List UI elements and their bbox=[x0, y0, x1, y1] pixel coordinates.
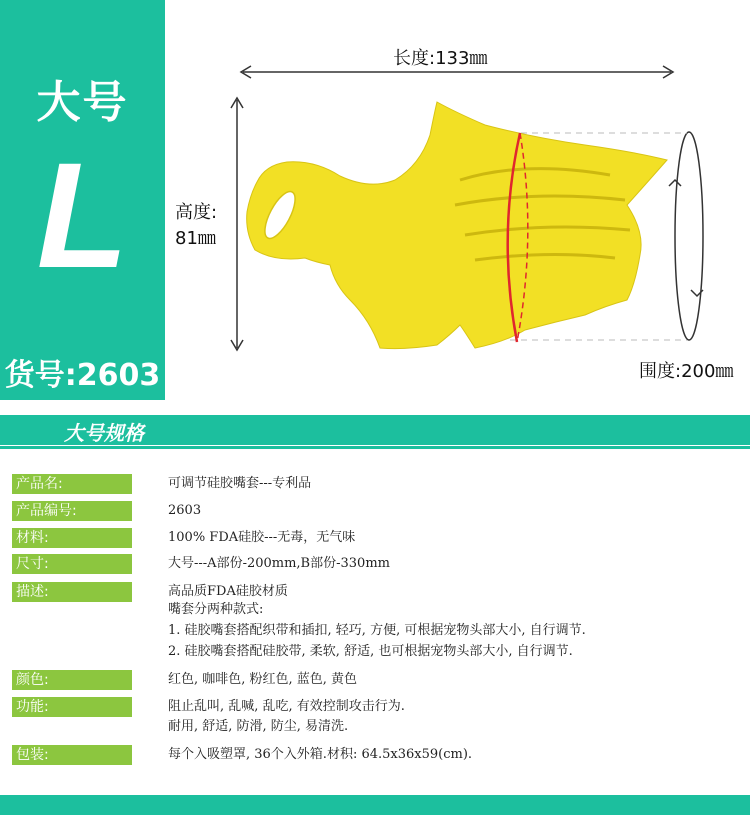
section-header bbox=[0, 415, 750, 445]
footer-bar bbox=[0, 795, 750, 815]
function-line: 阻止乱叫, 乱喊, 乱吃, 有效控制攻击行为. bbox=[168, 699, 405, 714]
description-line: 高品质FDA硅胶材质 bbox=[168, 584, 288, 599]
length-label: 长度:133㎜ bbox=[393, 48, 488, 69]
description-line: 嘴套分两种款式: bbox=[168, 602, 264, 617]
material-label: 材料: bbox=[12, 528, 132, 548]
name-label: 产品名: bbox=[12, 474, 132, 494]
muzzle-shape bbox=[247, 102, 667, 349]
size-name: 大号 bbox=[36, 77, 129, 128]
function-label: 功能: bbox=[12, 697, 132, 717]
packaging-value: 每个入吸塑罩, 36个入外箱.材积: 64.5x36x59(cm). bbox=[168, 747, 473, 762]
height-value: 81㎜ bbox=[175, 228, 216, 249]
sku-number: 货号:2603 bbox=[4, 358, 161, 393]
code-label: 产品编号: bbox=[12, 501, 132, 521]
color-label: 颜色: bbox=[12, 670, 132, 690]
name-value: 可调节硅胶嘴套---专利品 bbox=[168, 476, 312, 491]
color-value: 红色, 咖啡色, 粉红色, 蓝色, 黄色 bbox=[168, 672, 358, 687]
section-title: 大号规格 bbox=[64, 421, 144, 445]
function-line: 耐用, 舒适, 防滑, 防尘, 易清洗. bbox=[168, 719, 349, 734]
size-value: 大号---A部份-200mm,B部份-330mm bbox=[168, 556, 390, 571]
description-label: 描述: bbox=[12, 582, 132, 602]
code-value: 2603 bbox=[168, 503, 202, 518]
size-label: 尺寸: bbox=[12, 554, 132, 574]
packaging-label: 包装: bbox=[12, 745, 132, 765]
material-value: 100% FDA硅胶---无毒，无气味 bbox=[168, 530, 356, 545]
product-image-area bbox=[165, 0, 750, 400]
size-letter: L bbox=[36, 131, 129, 299]
description-line: 2. 硅胶嘴套搭配硅胶带, 柔软, 舒适, 也可根据宠物头部大小, 自行调节. bbox=[168, 644, 573, 659]
size-panel bbox=[0, 0, 165, 400]
section-divider bbox=[0, 446, 750, 449]
circumference-label: 围度:200㎜ bbox=[639, 361, 734, 382]
description-line: 1. 硅胶嘴套搭配织带和插扣, 轻巧, 方便, 可根据宠物头部大小, 自行调节. bbox=[168, 623, 586, 638]
height-label: 高度: bbox=[175, 202, 218, 223]
